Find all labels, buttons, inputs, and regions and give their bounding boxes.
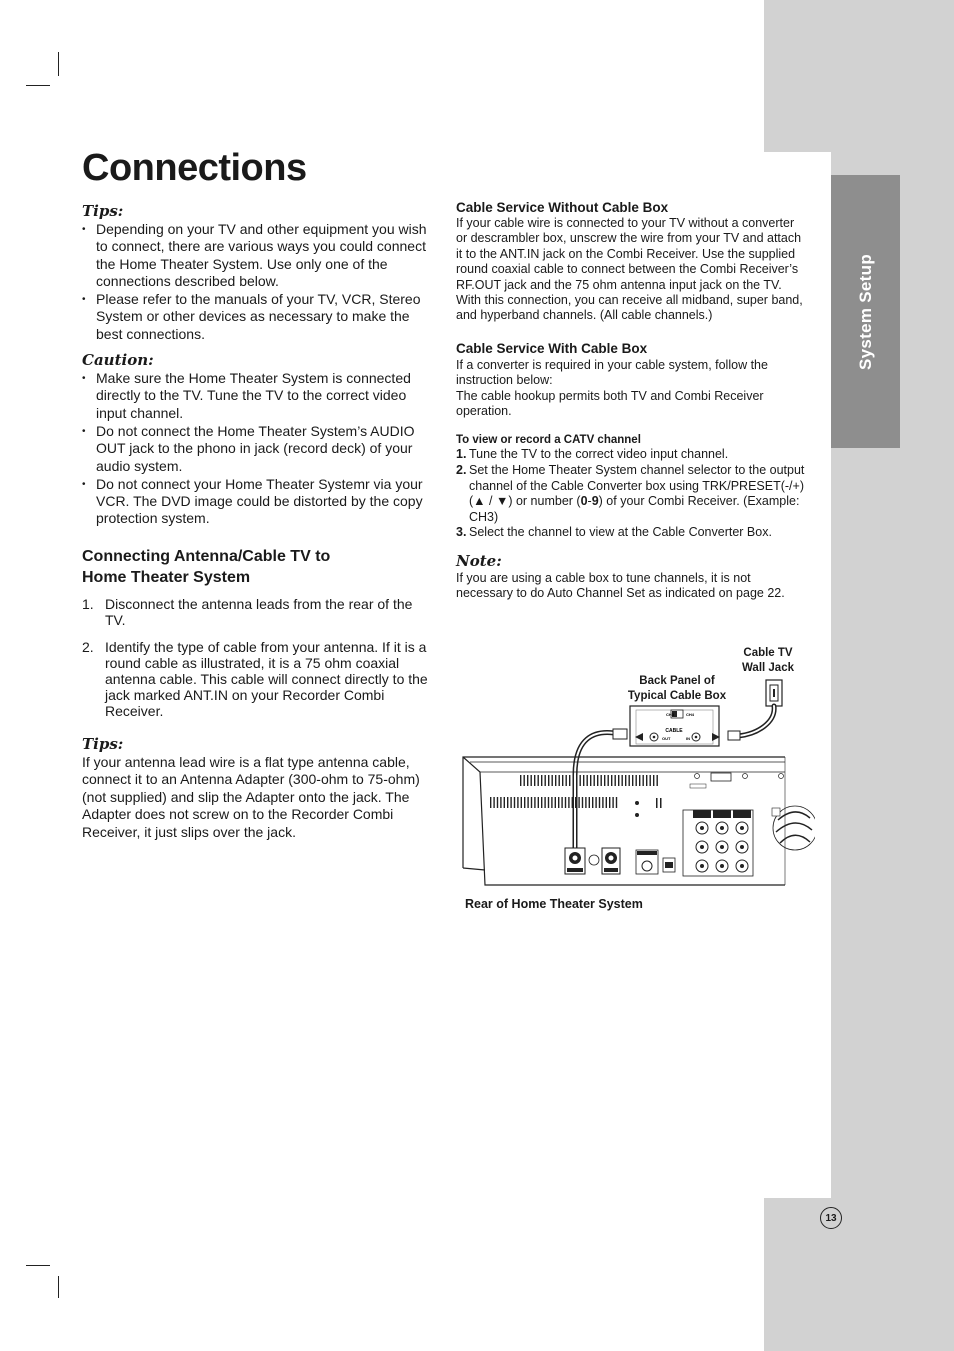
label-line: Cable TV [743, 647, 793, 659]
tips2-heading: Tips: [82, 734, 124, 753]
step-text-bold: 0 [580, 494, 588, 509]
list-item [456, 447, 808, 463]
caution-list [82, 370, 434, 528]
section-tab[interactable] [831, 175, 900, 448]
tips-list [82, 221, 434, 343]
cable-with-heading: Cable Service With Cable Box [456, 340, 648, 356]
cable-with-text: If a converter is required in your cable system, follow the instruction below: [456, 357, 768, 388]
cable-without-text: If your cable wire is connected to your TV without a converter or descrambler box, unscrew the wire from your TV and attach it to the ANT.IN jack on the Combi Receiver. Use the supplied round coaxial cable to connect between the Combi Receiver’s RF.OUT jack and the 75 ohm antenna input jack on the TV. With this connection, you can receive all midband, super band, and hyperband channels. (All cable channels.) [456, 216, 803, 323]
section-tab-label: System Setup [855, 253, 875, 370]
label-line: Typical Cable Box [627, 690, 727, 702]
cable-with-text: The cable hookup permits both TV and Combi Receiver operation. [456, 388, 764, 419]
rca-jacks [696, 822, 748, 872]
catv-steps [456, 447, 808, 541]
catv-heading: To view or record a CATV channel [456, 434, 641, 447]
connection-diagram [455, 675, 815, 895]
cable-box-cable: CABLE [665, 728, 683, 734]
rear-label: Rear of Home Theater System [465, 897, 643, 911]
page-title: Connections [82, 147, 307, 189]
step-text: Tune the TV to the correct video input channel. [469, 447, 729, 462]
step-text: - [587, 494, 592, 509]
label-line: Wall Jack [742, 662, 794, 674]
crop-mark [26, 85, 50, 86]
wall-jack-icon [766, 680, 782, 706]
crop-mark [58, 52, 59, 76]
step-number: 1. [456, 447, 467, 462]
coax-cable-out [575, 733, 620, 848]
left-column [82, 202, 434, 841]
wall-jack-label [728, 646, 808, 676]
label-line: Back Panel of [639, 675, 715, 687]
antenna-heading-line: Home Theater System [82, 568, 251, 586]
antenna-steps [82, 596, 434, 719]
step-text: Select the channel to view at the Cable Converter Box. [469, 525, 772, 540]
cable-box-in: IN [686, 736, 690, 741]
right-column [456, 200, 808, 602]
step-text: Disconnect the antenna leads from the rear of the TV. [105, 595, 413, 628]
tips2-text: If your antenna lead wire is a flat type antenna cable, connect it to an Antenna Adapter (300-ohm to 75-ohm) (not supplied) and slip the Adapter onto the jack. The Adapter does not screw on to the Recorder Combi Receiver, it just slips over the jack. [82, 753, 420, 840]
step-number: 1. [82, 595, 94, 612]
list-item [456, 463, 808, 525]
list-item [456, 525, 808, 541]
step-text: ) of your Combi Receiver. (Example: CH3) [469, 494, 800, 524]
crop-mark [26, 1265, 50, 1266]
list-item: • Do not connect your Home Theater Systemr via your VCR. The DVD image could be distorted by the copy protection system. [82, 476, 434, 528]
cable-box-ch4: CH4 [686, 712, 695, 717]
list-item [82, 596, 434, 628]
crop-mark [58, 1276, 59, 1298]
home-theater-chassis [463, 757, 815, 885]
list-item [82, 639, 434, 719]
list-item: • Depending on your TV and other equipment you wish to connect, there are various ways you could connect the Home Theater System. Use only one of the connections described below. [82, 221, 434, 290]
antenna-heading [82, 546, 434, 588]
step-text-bold: 9 [591, 494, 599, 509]
cable-box-panel [630, 706, 720, 746]
sidebar-panel-bottom [764, 1198, 954, 1351]
step-text: Set the Home Theater System channel selector to the output channel of the Cable Converter box using TRK/PRESET(-/+) (▲ / ▼) or number ( [469, 463, 805, 509]
note-text: If you are using a cable box to tune channels, it is not necessary to do Auto Channel Set as indicated on page 22. [456, 571, 785, 601]
step-number: 2. [82, 638, 94, 655]
step-text: Identify the type of cable from your antenna. If it is a round cable as illustrated, it is a 75 ohm coaxial antenna cable. This cable will connect directly to the jack marked ANT.IN on your Recorder Combi Receiver. [105, 638, 428, 719]
cable-without-heading: Cable Service Without Cable Box [456, 200, 669, 215]
sidebar-panel-top [764, 0, 954, 152]
antenna-heading-line: Connecting Antenna/Cable TV to [82, 547, 331, 565]
note-heading: Note: [456, 552, 502, 571]
caution-heading: Caution: [82, 351, 154, 370]
step-number: 3. [456, 525, 467, 540]
list-item: • Make sure the Home Theater System is connected directly to the TV. Tune the TV to the correct video input channel. [82, 370, 434, 422]
step-number: 2. [456, 463, 467, 478]
tips-heading: Tips: [82, 202, 124, 220]
list-item: • Please refer to the manuals of your TV, VCR, Stereo System or other devices as necessary to make the best connections. [82, 291, 434, 343]
list-item: • Do not connect the Home Theater System’s AUDIO OUT jack to the phono in jack (record deck) of your audio system. [82, 423, 434, 475]
cable-box-ch3: CH3 [666, 712, 675, 717]
page-number: 13 [820, 1207, 842, 1229]
cable-box-out: OUT [662, 736, 671, 741]
